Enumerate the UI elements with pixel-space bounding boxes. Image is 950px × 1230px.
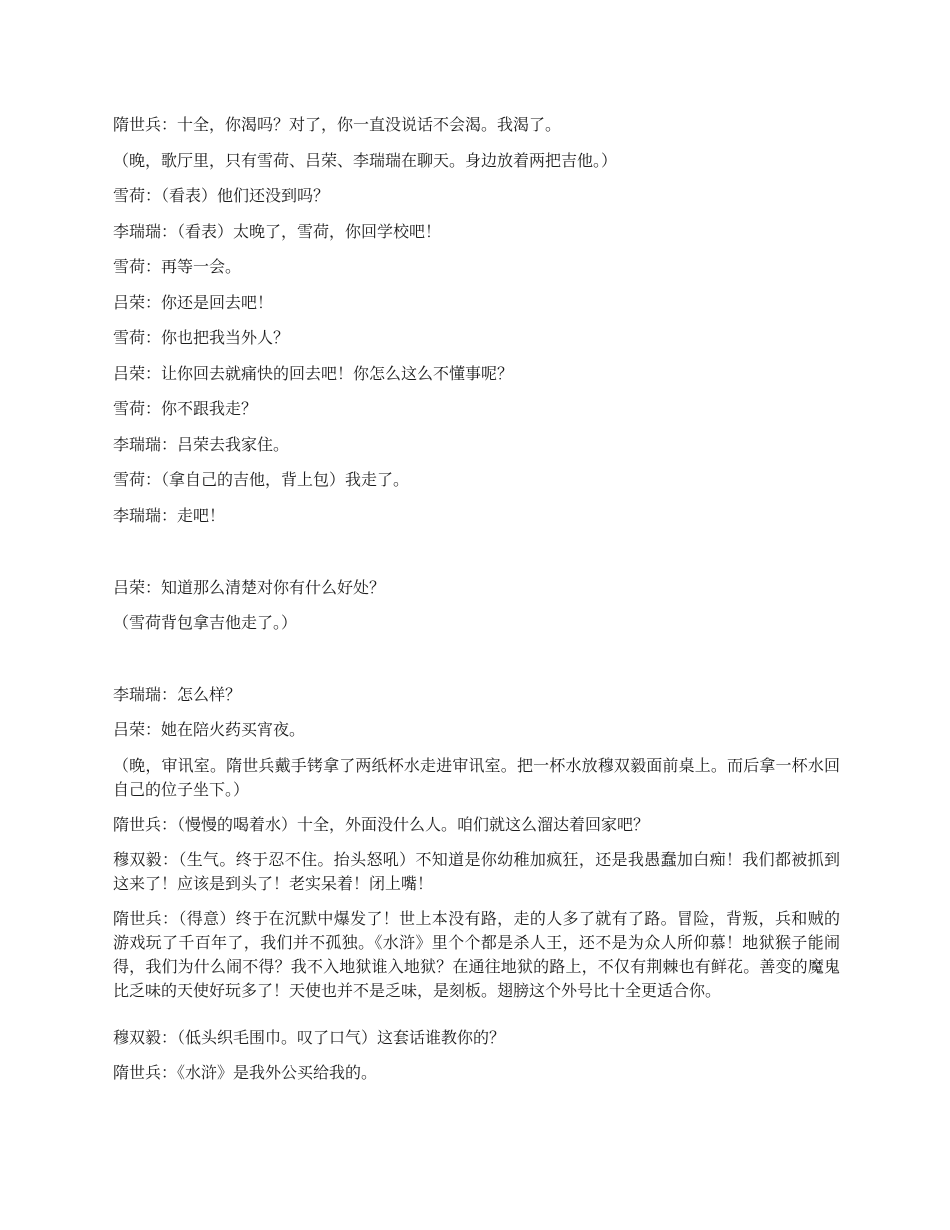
script-line-11: 李瑞瑞：走吧！ (113, 506, 226, 525)
script-line-16: 穆双毅：（生气。终于忍不住。抬头怒吼）不知道是你幼稚加疯狂，还是我愚蠢加白痴！我们都被抓到这来了！应该是到头了！老实呆着！闭上嘴！ (113, 850, 840, 893)
script-line-17: 隋世兵：（得意）终于在沉默中爆发了！世上本没有路，走的人多了就有了路。冒险，背叛，兵和贼的游戏玩了千百年了，我们并不孤独。《水浒》里个个都是杀人王，还不是为众人所仰慕！地狱猴子能闹得，我们为什么闹不得？我不入地狱谁入地狱？在通往地狱的路上，不仅有荆棘也有鲜花。善变的魔鬼比乏味的天使好玩多了！天使也并不是乏味，是刻板。翅膀这个外号比十全更适合你。 (113, 909, 840, 1000)
script-line-7: 吕荣：让你回去就痛快的回去吧！你怎么这么不懂事呢？ (113, 364, 514, 383)
script-line-13: 李瑞瑞：怎么样？ (113, 685, 242, 704)
script-line-10: 雪荷：（拿自己的吉他，背上包）我走了。 (113, 470, 410, 489)
script-line-14: 吕荣：她在陪火药买宵夜。 (113, 720, 306, 739)
stage-direction-2: （雪荷背包拿吉他走了。） (113, 613, 298, 632)
script-line-1: 隋世兵：十全，你渴吗？对了，你一直没说话不会渴。我渴了。 (113, 115, 562, 134)
script-line-12: 吕荣：知道那么清楚对你有什么好处？ (113, 578, 386, 597)
script-line-4: 雪荷：再等一会。 (113, 257, 242, 276)
script-line-18: 穆双毅：（低头织毛围巾。叹了口气）这套话谁教你的？ (113, 1028, 506, 1047)
script-line-5: 吕荣：你还是回去吧！ (113, 293, 274, 312)
script-line-2: 雪荷：（看表）他们还没到吗？ (113, 186, 330, 205)
stage-direction-3: （晚，审讯室。隋世兵戴手铐拿了两纸杯水走进审讯室。把一杯水放穆双毅面前桌上。而后拿一杯水回自己的位子坐下。） (113, 756, 840, 799)
script-line-8: 雪荷：你不跟我走？ (113, 399, 258, 418)
script-line-15: 隋世兵：（慢慢的喝着水）十全，外面没什么人。咱们就这么溜达着回家吧？ (113, 815, 650, 834)
stage-direction-1: （晚，歌厅里，只有雪荷、吕荣、李瑞瑞在聊天。身边放着两把吉他。） (113, 151, 618, 170)
script-line-6: 雪荷：你也把我当外人？ (113, 328, 290, 347)
script-line-9: 李瑞瑞：吕荣去我家住。 (113, 435, 290, 454)
script-line-19: 隋世兵：《水浒》是我外公买给我的。 (113, 1063, 378, 1082)
script-line-3: 李瑞瑞：（看表）太晚了，雪荷，你回学校吧！ (113, 222, 442, 241)
